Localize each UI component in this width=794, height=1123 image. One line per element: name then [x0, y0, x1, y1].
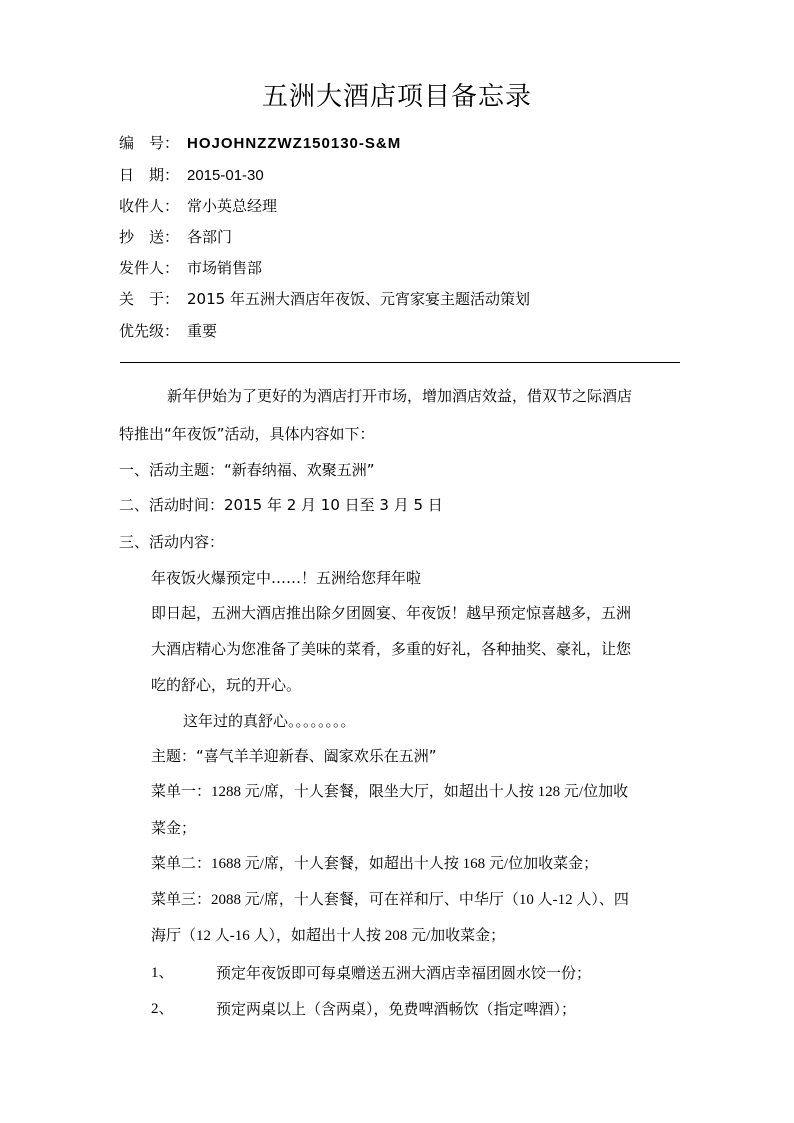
menu-three: 菜单三：2088 元/席，十人套餐，可在祥和厅、中华厅（10 人-12 人）、四 [151, 892, 629, 908]
section-time: 二、活动时间：2015 年 2 月 10 日至 3 月 5 日 [119, 496, 443, 514]
list-item: 预定两桌以上（含两桌），免费啤酒畅饮（指定啤酒）； [216, 1000, 577, 1018]
body-line: 这年过的真舒心。。。。。。。。 [183, 712, 356, 730]
section-content: 三、活动内容： [119, 533, 225, 551]
meta-date [119, 165, 264, 186]
list-marker: 2、 [151, 1001, 174, 1017]
meta-label: 抄 送： [119, 228, 180, 246]
list-marker: 1、 [151, 965, 174, 981]
menu-two: 菜单二：1688 元/席，十人套餐，如超出十人按 168 元/位加收菜金； [151, 856, 599, 872]
page-title: 五洲大酒店项目备忘录 [261, 82, 532, 112]
section-theme: 一、活动主题：“新春纳福、欢聚五洲” [119, 461, 375, 479]
meta-label: 发件人： [119, 259, 180, 277]
list-item: 预定年夜饭即可每桌赠送五洲大酒店幸福团圆水饺一份； [216, 964, 592, 982]
meta-priority [119, 321, 217, 341]
body-line: 即日起，五洲大酒店推出除夕团圆宴、年夜饭！越早预定惊喜越多，五洲 [151, 604, 632, 622]
menu-one-cont: 菜金； [151, 819, 197, 837]
meta-subject [119, 289, 530, 309]
meta-number [119, 133, 401, 154]
meta-label: 优先级： [119, 322, 180, 340]
intro-line: 新年伊始为了更好的为酒店打开市场，增加酒店效益，借双节之际酒店 [167, 387, 633, 405]
meta-cc [119, 227, 232, 247]
body-line: 年夜饭火爆预定中……！五洲给您拜年啦 [151, 569, 422, 587]
meta-value: 2015 年五洲大酒店年夜饭、元宵家宴主题活动策划 [187, 290, 530, 308]
intro-line: 特推出“年夜饭”活动，具体内容如下： [119, 425, 375, 443]
meta-label: 关 于： [119, 290, 180, 308]
meta-recipient [119, 196, 277, 216]
meta-label: 编 号： [119, 134, 180, 152]
menu-one: 菜单一：1288 元/席，十人套餐，限坐大厅，如超出十人按 128 元/位加收 [151, 784, 629, 800]
meta-label: 日 期： [119, 166, 180, 184]
meta-value: 各部门 [187, 228, 233, 246]
meta-value: 2015-01-30 [187, 167, 264, 184]
meta-value: 常小英总经理 [187, 197, 278, 215]
menu-three-cont: 海厅（12 人-16 人），如超出十人按 208 元/加收菜金； [151, 928, 506, 944]
meta-value: 市场销售部 [187, 259, 263, 277]
body-line: 大酒店精心为您准备了美味的菜肴，多重的好礼，各种抽奖、豪礼，让您 [151, 640, 632, 658]
meta-sender [119, 258, 262, 278]
event-theme: 主题：“喜气羊羊迎新春、阖家欢乐在五洲” [151, 747, 437, 765]
meta-label: 收件人： [119, 197, 180, 215]
header-divider [120, 362, 680, 363]
meta-value: 重要 [187, 322, 218, 340]
body-line: 吃的舒心，玩的开心。 [151, 676, 302, 694]
meta-value: HOJOHNZZWZ150130-S&M [187, 135, 402, 152]
